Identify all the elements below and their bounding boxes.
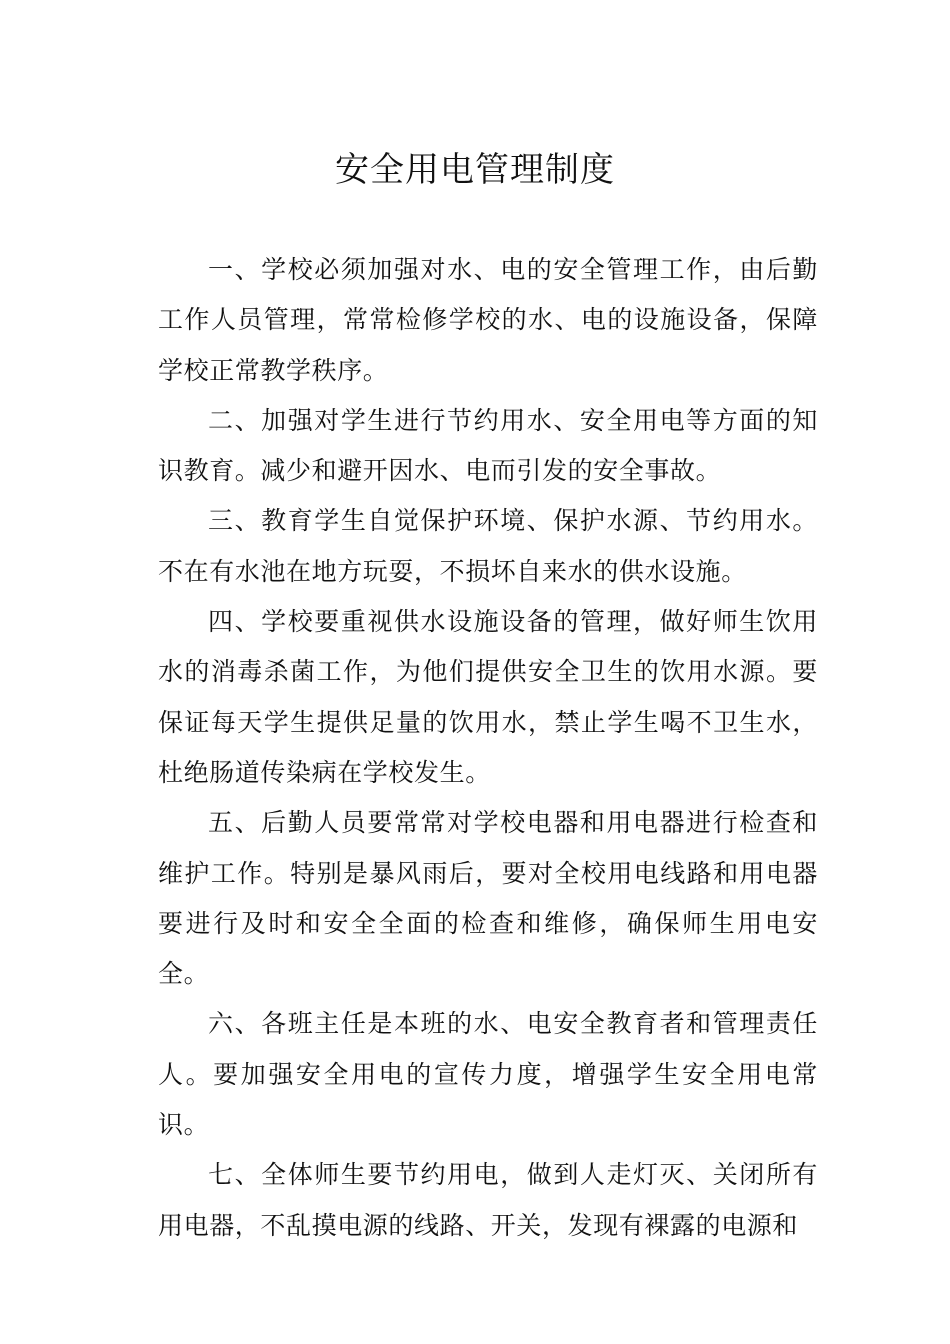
paragraph-7: 七、全体师生要节约用电，做到人走灯灭、关闭所有用电器，不乱摸电源的线路、开关，发现有裸露的电源和 [158,1160,818,1240]
paragraph-6: 六、各班主任是本班的水、电安全教育者和管理责任人。要加强安全用电的宣传力度，增强学生安全用电常识。 [158,1009,818,1140]
paragraph-3: 三、教育学生自觉保护环境、保护水源、节约用水。不在有水池在地方玩耍，不损坏自来水的供水设施。 [158,506,818,586]
document-title: 安全用电管理制度 [335,150,615,190]
paragraph-1: 一、学校必须加强对水、电的安全管理工作，由后勤工作人员管理，常常检修学校的水、电的设施设备，保障学校正常教学秩序。 [158,255,818,385]
paragraph-2: 二、加强对学生进行节约用水、安全用电等方面的知识教育。减少和避开因水、电而引发的安全事故。 [158,405,818,486]
paragraph-5: 五、后勤人员要常常对学校电器和用电器进行检查和维护工作。特别是暴风雨后，要对全校用电线路和用电器要进行及时和安全全面的检查和维修，确保师生用电安全。 [158,808,818,989]
document-body [158,245,818,1251]
paragraph-4: 四、学校要重视供水设施设备的管理，做好师生饮用水的消毒杀菌工作，为他们提供安全卫生的饮用水源。要保证每天学生提供足量的饮用水，禁止学生喝不卫生水，杜绝肠道传染病在学校发生。 [158,607,818,787]
